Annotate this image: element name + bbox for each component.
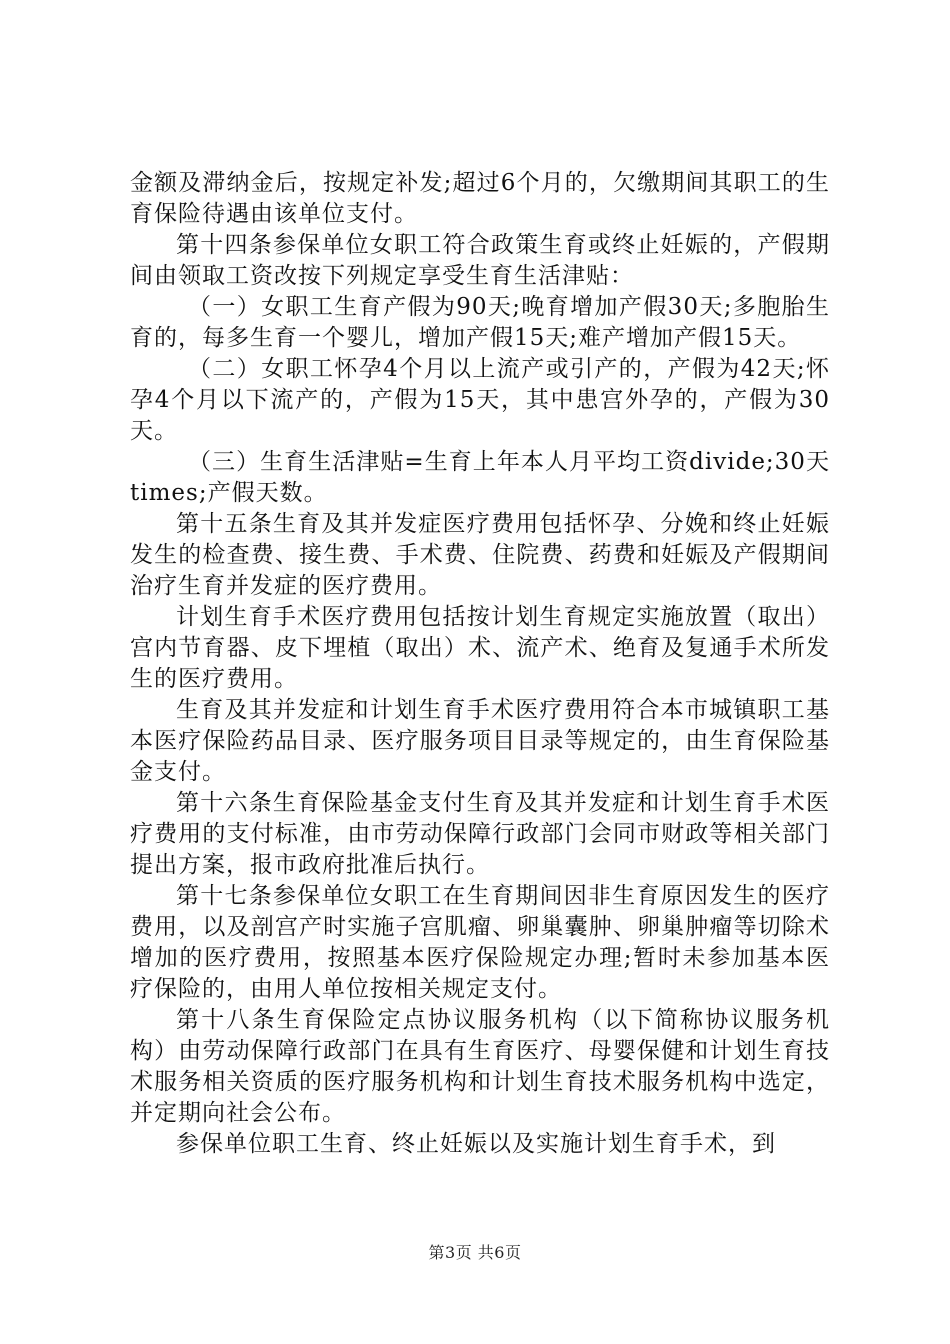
paragraph-article-17: 第十七条参保单位女职工在生育期间因非生育原因发生的医疗费用，以及剖宫产时实施子宫肌瘤、卵巢囊肿、卵巢肿瘤等切除术增加的医疗费用，按照基本医疗保险规定办理;暂时未参加基本医疗保险的，由用人单位按相关规定支付。 [130, 883, 830, 1002]
paragraph-continuation: 金额及滞纳金后，按规定补发;超过6个月的，欠缴期间其职工的生育保险待遇由该单位支付。 [130, 170, 830, 227]
paragraph-family-planning-costs: 计划生育手术医疗费用包括按计划生育规定实施放置（取出）宫内节育器、皮下埋植（取出）术、流产术、绝育及复通手术所发生的医疗费用。 [130, 604, 830, 692]
paragraph-article-18: 第十八条生育保险定点协议服务机构（以下简称协议服务机构）由劳动保障行政部门在具有生育医疗、母婴保健和计划生育技术服务相关资质的医疗服务机构和计划生育技术服务机构中选定，并定期向社会公布。 [130, 1007, 830, 1126]
paragraph-article-15: 第十五条生育及其并发症医疗费用包括怀孕、分娩和终止妊娠发生的检查费、接生费、手术费、住院费、药费和妊娠及产假期间治疗生育并发症的医疗费用。 [130, 511, 830, 599]
paragraph-trailing: 参保单位职工生育、终止妊娠以及实施计划生育手术，到 [176, 1131, 776, 1157]
document-body [130, 168, 830, 1160]
paragraph-article-14: 第十四条参保单位女职工符合政策生育或终止妊娠的，产假期间由领取工资改按下列规定享受生育生活津贴： [130, 232, 830, 289]
paragraph-item-1: （一）女职工生育产假为90天;晚育增加产假30天;多胞胎生育的，每多生育一个婴儿，增加产假15天;难产增加产假15天。 [130, 294, 830, 351]
paragraph-item-3: （三）生育生活津贴=生育上年本人月平均工资divide;30天times;产假天数。 [130, 449, 830, 506]
paragraph-item-2: （二）女职工怀孕4个月以上流产或引产的，产假为42天;怀孕4个月以下流产的，产假为15天，其中患宫外孕的，产假为30天。 [130, 356, 830, 444]
page-number-footer: 第3页 共6页 [428, 1243, 522, 1262]
paragraph-fund-payment: 生育及其并发症和计划生育手术医疗费用符合本市城镇职工基本医疗保险药品目录、医疗服务项目目录等规定的，由生育保险基金支付。 [130, 697, 830, 785]
paragraph-article-16: 第十六条生育保险基金支付生育及其并发症和计划生育手术医疗费用的支付标准，由市劳动保障行政部门会同市财政等相关部门提出方案，报市政府批准后执行。 [130, 790, 830, 878]
